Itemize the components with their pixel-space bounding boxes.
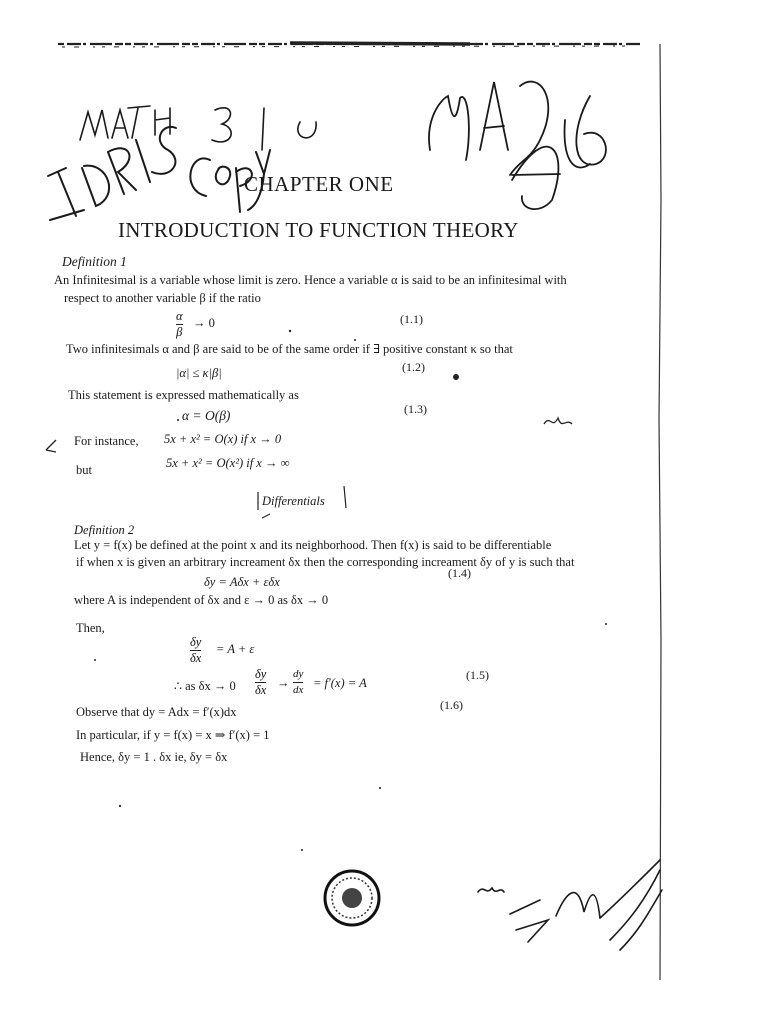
equation-number-1-5: (1.5) [466,668,489,682]
def2-line-1: Let y = f(x) be defined at the point x and its neighborhood. Then f(x) is said to be differentiable [74,538,552,552]
quotient-fraction [190,636,201,665]
big-o-expression: α = O(β) [182,408,231,423]
equation-number-1-1: (1.1) [400,312,423,326]
derivative-numerator: dy [293,668,304,680]
instance-expression: 5x + x² = O(x) if x → 0 [164,432,282,446]
but-label: but [76,463,92,477]
bottom-scribbles [478,860,662,950]
order-inequality: |α| ≤ κ|β| [176,366,222,380]
def1-line-4: This statement is expressed mathematically as [68,388,299,402]
margin-mark [46,440,56,452]
particular-line: In particular, if y = f(x) = x ⇒ f′(x) = 1 [76,728,270,742]
quotient-denominator: δx [190,651,202,665]
limit-numerator: δy [255,667,267,681]
definition-1-label: Definition 1 [62,254,127,269]
derivative-fraction [293,668,303,697]
but-expression: 5x + x² = O(x²) if x → ∞ [166,456,290,470]
def2-where: where A is independent of δx and ε → 0 as δx → 0 [74,593,329,607]
limit-prefix: ∴ as δx → 0 [174,679,236,693]
def1-line-1: An Infinitesimal is a variable whose limit is zero. Hence a variable α is said to be an infinitesimal with [54,273,567,287]
top-scan-border [58,43,640,47]
ratio-denominator: β [176,325,183,339]
handwriting-mat-216 [429,82,606,210]
def2-then: Then, [76,621,105,635]
limit-arrow: → [277,676,290,690]
ratio-tail: → 0 [193,316,215,330]
differentials-heading: Differentials [262,494,325,508]
observe-line: Observe that dy = Adx = f′(x)dx [76,705,237,719]
page-title: INTRODUCTION TO FUNCTION THEORY [118,218,519,242]
quotient-numerator: δy [190,635,202,649]
equation-number-1-6: (1.6) [440,698,463,712]
def1-line-3: Two infinitesimals α and β are said to be of the same order if ∃ positive constant κ so that [66,342,513,356]
handwriting-idris-copy [48,127,270,220]
equation-number-1-3: (1.3) [404,402,427,416]
increment-equation: δy = Aδx + εδx [204,575,280,589]
margin-squiggle [544,418,572,424]
instance-label: For instance, [74,434,139,448]
def1-line-2: respect to another variable β if the ratio [64,291,261,305]
limit-denominator: δx [255,683,267,697]
chapter-heading: CHAPTER ONE [244,172,394,196]
ratio-numerator: α [176,309,183,323]
limit-tail: = f′(x) = A [313,676,367,690]
scan-specks [94,330,607,851]
derivative-denominator: dx [293,684,304,696]
definition-2-label: Definition 2 [74,523,135,537]
equation-number-1-2: (1.2) [402,360,425,374]
ratio-fraction [176,310,183,339]
quotient-tail: = A + ε [216,642,255,656]
limit-quotient [255,668,266,697]
def2-line-2: if when x is given an arbitrary increament δx then the corresponding increament δy of y is such that [76,555,575,569]
equation-number-1-4: (1.4) [448,566,471,580]
handwriting-mat-310 [80,106,316,150]
right-scan-edge [659,44,661,980]
hence-line: Hence, δy = 1 . δx ie, δy = δx [80,750,228,764]
stamp-seal [325,871,379,925]
